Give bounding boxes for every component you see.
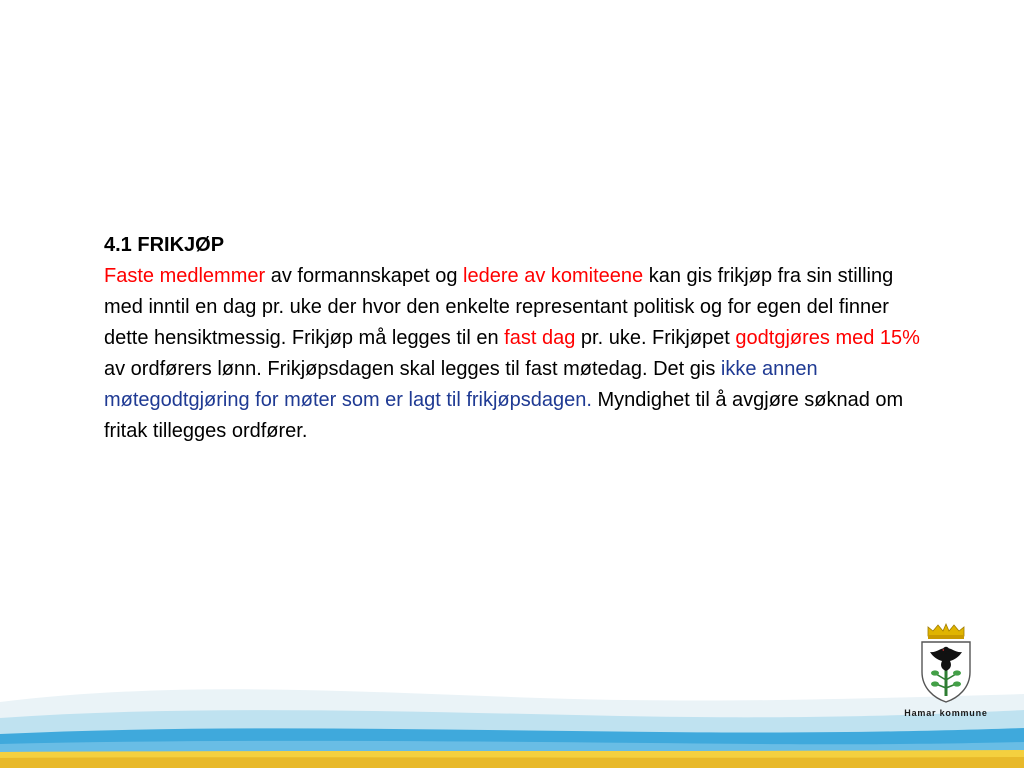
footer-wave-decoration xyxy=(0,640,1024,768)
text-segment: ledere av komiteene xyxy=(463,265,644,287)
text-segment: fast dag xyxy=(504,327,576,349)
hamar-kommune-logo xyxy=(886,620,1006,720)
text-segment: godtgjøres med 15% xyxy=(735,327,920,349)
hamar-coat-of-arms-icon xyxy=(914,622,978,704)
municipality-name: Hamar kommune xyxy=(904,708,988,718)
text-segment: kan gis frikjøp fra sin stilling med inntil en dag pr. uke der hvor den enkelte representant politisk og for egen del finner dette hensiktmessig. Frikjøp må legges til en xyxy=(104,265,894,349)
text-segment: av ordførers lønn. Frikjøpsdagen skal legges til fast møtedag. Det gis xyxy=(104,358,721,380)
text-segment: Faste medlemmer xyxy=(104,265,266,287)
text-segment: Myndighet til å avgjøre søknad om fritak tillegges ordfører. xyxy=(104,389,904,442)
text-segment: av formannskapet og xyxy=(265,265,464,287)
text-segment: ikke annen møtegodtgjøring for møter som er lagt til frikjøpsdagen. xyxy=(104,358,818,411)
slide-body xyxy=(104,230,924,447)
text-segment: pr. uke. Frikjøpet xyxy=(575,327,736,349)
slide-heading: 4.1 FRIKJØP xyxy=(104,234,225,256)
